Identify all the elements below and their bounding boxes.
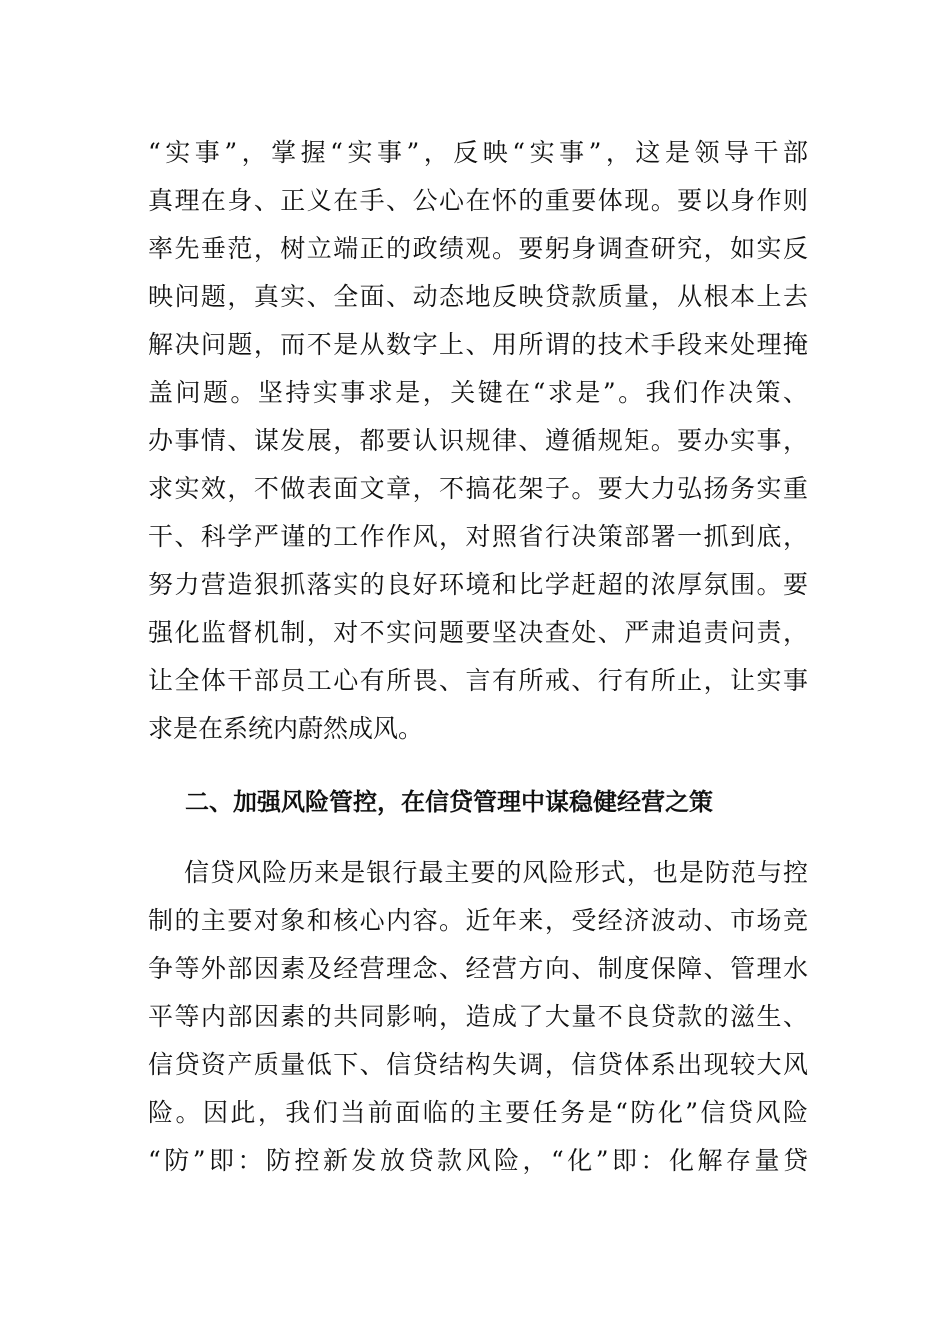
body-text-line: 努力营造狠抓落实的良好环境和比学赶超的浓厚氛围。要	[148, 570, 808, 599]
body-text-line: 险。因此，我们当前面临的主要任务是“防化”信贷风险	[148, 1098, 808, 1127]
body-text-line: 解决问题，而不是从数字上、用所谓的技术手段来处理掩	[148, 330, 808, 359]
body-text-line: 干、科学严谨的工作作风，对照省行决策部署一抓到底，	[148, 522, 808, 551]
body-text-line: 真理在身、正义在手、公心在怀的重要体现。要以身作则	[148, 186, 808, 215]
body-text-line: 求是在系统内蔚然成风。	[148, 714, 424, 743]
body-text-line: 让全体干部员工心有所畏、言有所戒、行有所止，让实事	[148, 666, 808, 695]
body-text-line: 制的主要对象和核心内容。近年来，受经济波动、市场竞	[148, 906, 808, 935]
body-text-line: “实事”，掌握“实事”，反映“实事”，这是领导干部	[148, 138, 808, 167]
body-text-line: 信贷风险历来是银行最主要的风险形式，也是防范与控	[148, 858, 808, 887]
section-heading: 二、加强风险管控，在信贷管理中谋稳健经营之策	[185, 788, 713, 816]
body-text-line: 办事情、谋发展，都要认识规律、遵循规矩。要办实事，	[148, 426, 808, 455]
body-text-line: 率先垂范，树立端正的政绩观。要躬身调查研究，如实反	[148, 234, 808, 263]
body-text-line: 求实效，不做表面文章，不搞花架子。要大力弘扬务实重	[148, 474, 808, 503]
body-text-line: “防”即：防控新发放贷款风险，“化”即：化解存量贷	[148, 1146, 808, 1175]
body-text-line: 争等外部因素及经营理念、经营方向、制度保障、管理水	[148, 954, 808, 983]
body-text-line: 盖问题。坚持实事求是，关键在“求是”。我们作决策、	[148, 378, 808, 407]
body-text-line: 平等内部因素的共同影响，造成了大量不良贷款的滋生、	[148, 1002, 808, 1031]
body-text-line: 信贷资产质量低下、信贷结构失调，信贷体系出现较大风	[148, 1050, 808, 1079]
body-text-line: 强化监督机制，对不实问题要坚决查处、严肃追责问责，	[148, 618, 808, 647]
body-text-line: 映问题，真实、全面、动态地反映贷款质量，从根本上去	[148, 282, 808, 311]
